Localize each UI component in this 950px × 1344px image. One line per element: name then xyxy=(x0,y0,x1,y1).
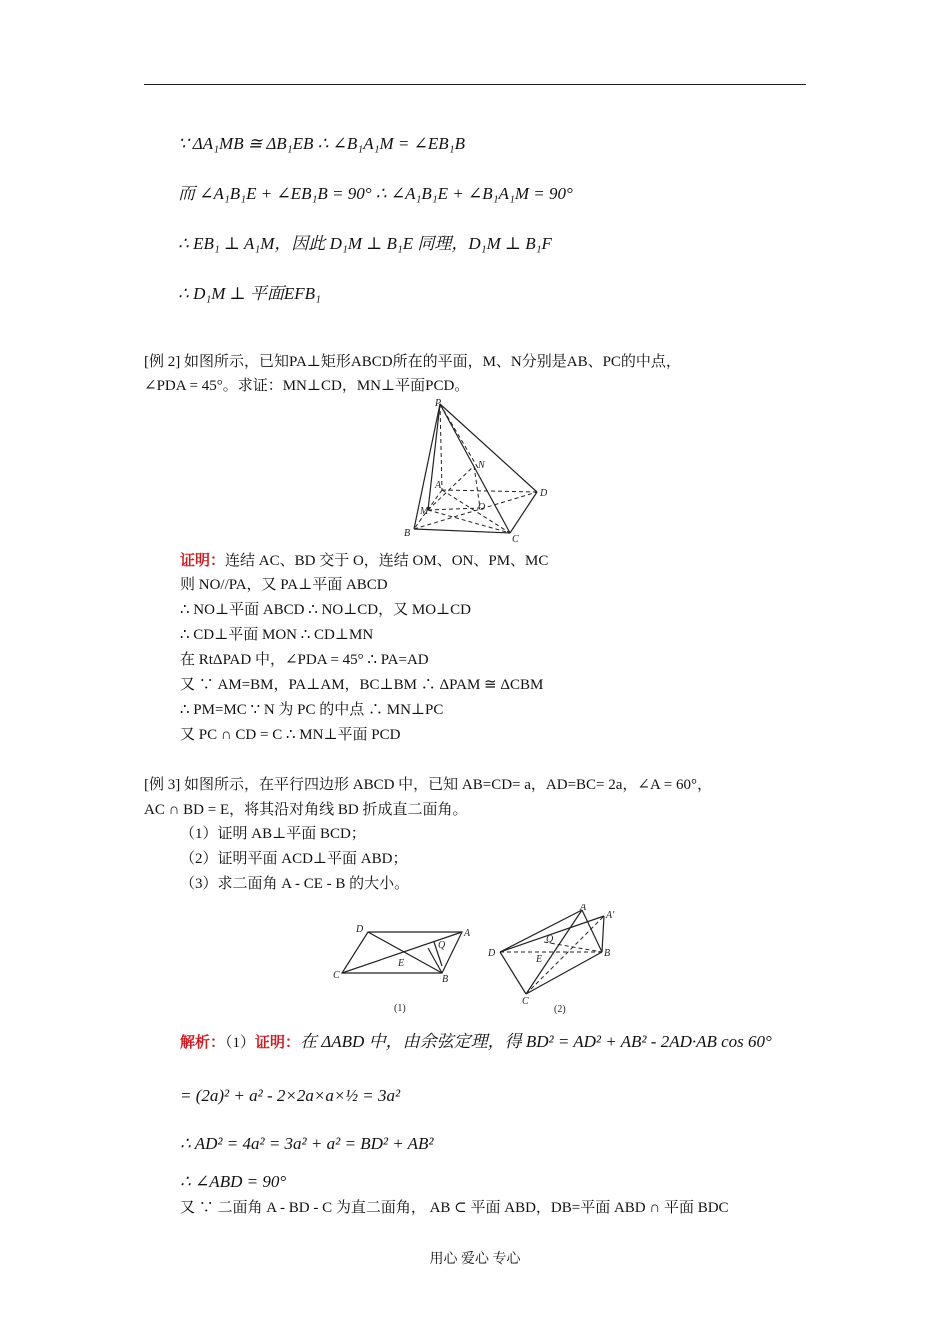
proof-line-4: ∴ CD⊥平面 MON ∴ CD⊥MN xyxy=(180,627,374,643)
line-angle-sum: 而 ∠A₁B₁E + ∠EB₁B = 90° ∴ ∠A₁B₁E + ∠B₁A₁M = 90° xyxy=(178,184,573,203)
solution-line-2: = (2a)² + a² - 2×2a×a×½ = 3a² xyxy=(180,1086,401,1105)
solution-line-3: ∴ AD² = 4a² = 3a² + a² = BD² + AB² xyxy=(180,1134,434,1153)
fig1-caption: (1) xyxy=(394,1003,406,1014)
proof-label: 证明： xyxy=(180,553,226,569)
fig2-label-B: B xyxy=(604,948,611,959)
solution-line-5: 又 ∵ 二面角 A - BD - C 为直二面角， AB ⊂ 平面 ABD，DB=平面 ABD ∩ 平面 BDC xyxy=(180,1200,729,1216)
line-congruence: ∵ ΔA₁MB ≅ ΔB₁EB ∴ ∠B₁A₁M = ∠EB₁B xyxy=(178,134,465,153)
fig2-label-A: A xyxy=(580,904,587,913)
header-rule xyxy=(144,84,806,85)
solution-label: 解析： xyxy=(180,1035,226,1051)
example2-statement: [例 2] 如图所示，已知PA⊥矩形ABCD所在的平面，M、N分别是AB、PC的中点， xyxy=(144,354,681,370)
fig2-caption: (2) xyxy=(554,1004,566,1015)
label-D: D xyxy=(540,488,548,499)
fig1-label-A: A xyxy=(464,928,471,939)
label-P: P xyxy=(435,398,442,409)
proof-line-1: 证明：连结 AC、BD 交于 O，连结 OM、ON、PM、MC xyxy=(180,553,549,569)
label-N: N xyxy=(478,460,485,471)
question-2: （2）证明平面 ACD⊥平面 ABD； xyxy=(180,851,408,867)
proof-line-5: 在 RtΔPAD 中，∠PDA = 45° ∴ PA=AD xyxy=(180,652,429,668)
proof-line-2: 则 NO//PA，又 PA⊥平面 ABCD xyxy=(180,577,388,593)
proof-line-8: 又 PC ∩ CD = C ∴ MN⊥平面 PCD xyxy=(180,727,401,743)
figure-2-folded xyxy=(484,904,634,1018)
solution-line-4: ∴ ∠ABD = 90° xyxy=(180,1172,287,1191)
figure-1-parallelogram xyxy=(330,918,480,1018)
fig1-label-B: B xyxy=(442,974,449,985)
label-B: B xyxy=(404,528,411,539)
label-O: O xyxy=(478,502,486,513)
line-conclusion: ∴ D₁M ⊥ 平面EFB₁ xyxy=(178,284,321,303)
fig1-label-C: C xyxy=(333,970,340,981)
fig2-label-C: C xyxy=(522,996,529,1007)
label-M: M xyxy=(420,506,429,517)
fig2-label-E: E xyxy=(536,954,543,965)
example2-statement-2: ∠PDA = 45°。求证：MN⊥CD，MN⊥平面PCD。 xyxy=(144,378,470,394)
fig1-label-E: E xyxy=(398,958,405,969)
label-A: A xyxy=(435,480,442,491)
example3-statement: [例 3] 如图所示，在平行四边形 ABCD 中，已知 AB=CD= a，AD=BC= 2a，∠A = 60°， xyxy=(144,777,712,793)
proof-line-7: ∴ PM=MC ∵ N 为 PC 的中点 ∴ MN⊥PC xyxy=(180,702,444,718)
pyramid-figure xyxy=(400,396,560,544)
page-footer: 用心 爱心 专心 xyxy=(429,1252,521,1267)
line-perpendicular: ∴ EB₁ ⊥ A₁M，因此 D₁M ⊥ B₁E 同理，D₁M ⊥ B₁F xyxy=(178,234,552,253)
question-3: （3）求二面角 A - CE - B 的大小。 xyxy=(180,876,410,892)
solution-proof-label: 证明： xyxy=(255,1035,301,1051)
fig2-label-D: D xyxy=(488,948,496,959)
proof-line-6: 又 ∵ AM=BM，PA⊥AM，BC⊥BM ∴ ΔPAM ≅ ΔCBM xyxy=(180,677,544,693)
fig1-label-Q: Q xyxy=(438,940,446,951)
label-C: C xyxy=(512,534,519,544)
fig2-label-Q: Q xyxy=(546,934,554,945)
solution-line-1: 解析：（1）证明：在 ΔABD 中，由余弦定理，得 BD² = AD² + AB² - 2AD·AB cos 60° xyxy=(180,1032,772,1051)
example3-statement-2: AC ∩ BD = E，将其沿对角线 BD 折成直二面角。 xyxy=(144,802,468,818)
fig2-label-A-prime: A' xyxy=(606,910,615,921)
question-1: （1）证明 AB⊥平面 BCD； xyxy=(180,826,366,842)
fig1-label-D: D xyxy=(356,924,364,935)
proof-line-3: ∴ NO⊥平面 ABCD ∴ NO⊥CD，又 MO⊥CD xyxy=(180,602,472,618)
